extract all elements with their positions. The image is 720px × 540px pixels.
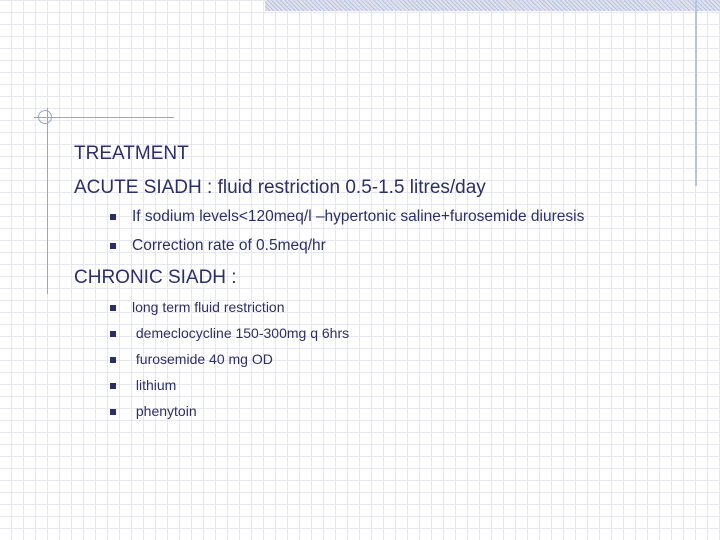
bullet-square-icon xyxy=(110,305,116,311)
crosshair-circle-icon xyxy=(38,110,52,124)
chronic-item: long term fluid restriction xyxy=(132,299,285,315)
chronic-item: demeclocycline 150-300mg q 6hrs xyxy=(132,325,350,341)
chronic-item: phenytoin xyxy=(132,403,197,419)
horizontal-decorative-rule xyxy=(34,117,174,118)
heading-acute-siadh: ACUTE SIADH : fluid restriction 0.5-1.5 litres/day xyxy=(74,177,486,198)
heading-chronic-siadh: CHRONIC SIADH : xyxy=(74,267,237,288)
bullet-square-icon xyxy=(110,331,116,337)
bullet-square-icon xyxy=(110,357,116,363)
heading-treatment: TREATMENT xyxy=(74,143,189,164)
bullet-square-icon xyxy=(110,383,116,389)
acute-item-sodium: If sodium levels<120meq/l –hypertonic saline+furosemide diuresis xyxy=(132,208,585,225)
chronic-item: furosemide 40 mg OD xyxy=(132,351,273,367)
top-decorative-band xyxy=(265,0,720,11)
chronic-item: lithium xyxy=(132,377,177,393)
acute-item-correction: Correction rate of 0.5meq/hr xyxy=(132,237,326,254)
right-decorative-rule xyxy=(695,0,697,186)
bullet-square-icon xyxy=(110,243,116,249)
vertical-decorative-rule xyxy=(47,108,48,294)
bullet-square-icon xyxy=(110,409,116,415)
bullet-square-icon xyxy=(110,214,116,220)
